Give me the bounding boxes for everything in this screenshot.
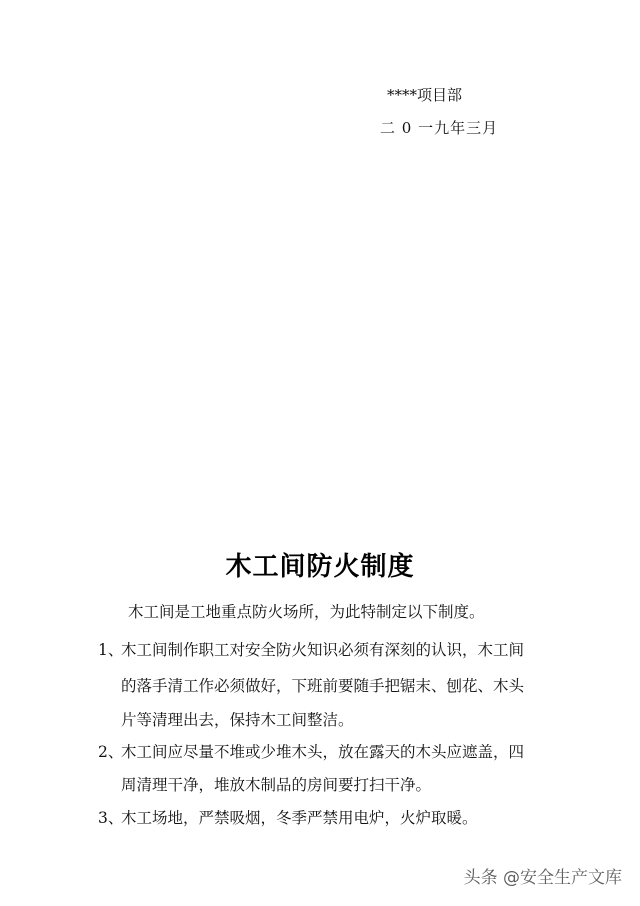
department-name: ****项目部 xyxy=(387,86,463,104)
rule-number: 2、 xyxy=(98,743,124,761)
source-watermark: 头条 @安全生产文库 xyxy=(463,868,622,888)
rule-text-line: 木工间制作职工对安全防火知识必须有深刻的认识，木工间 xyxy=(121,641,525,659)
rule-text-line: 木工间应尽量不堆或少堆木头，放在露天的木头应遮盖，四 xyxy=(121,743,525,761)
rule-text-line: 片等清理出去，保持木工间整洁。 xyxy=(121,711,354,729)
document-date: 二 0 一九年三月 xyxy=(380,119,499,137)
rule-text-line: 木工场地，严禁吸烟，冬季严禁用电炉，火炉取暖。 xyxy=(121,809,478,827)
rule-number: 3、 xyxy=(98,809,124,827)
rule-text-line: 的落手清工作必须做好，下班前要随手把锯末、刨花、木头 xyxy=(121,677,525,695)
document-title: 木工间防火制度 xyxy=(225,552,415,582)
intro-paragraph: 木工间是工地重点防火场所，为此特制定以下制度。 xyxy=(128,603,485,621)
rule-text-line: 周清理干净，堆放木制品的房间要打扫干净。 xyxy=(121,776,432,794)
rule-number: 1、 xyxy=(98,641,124,659)
